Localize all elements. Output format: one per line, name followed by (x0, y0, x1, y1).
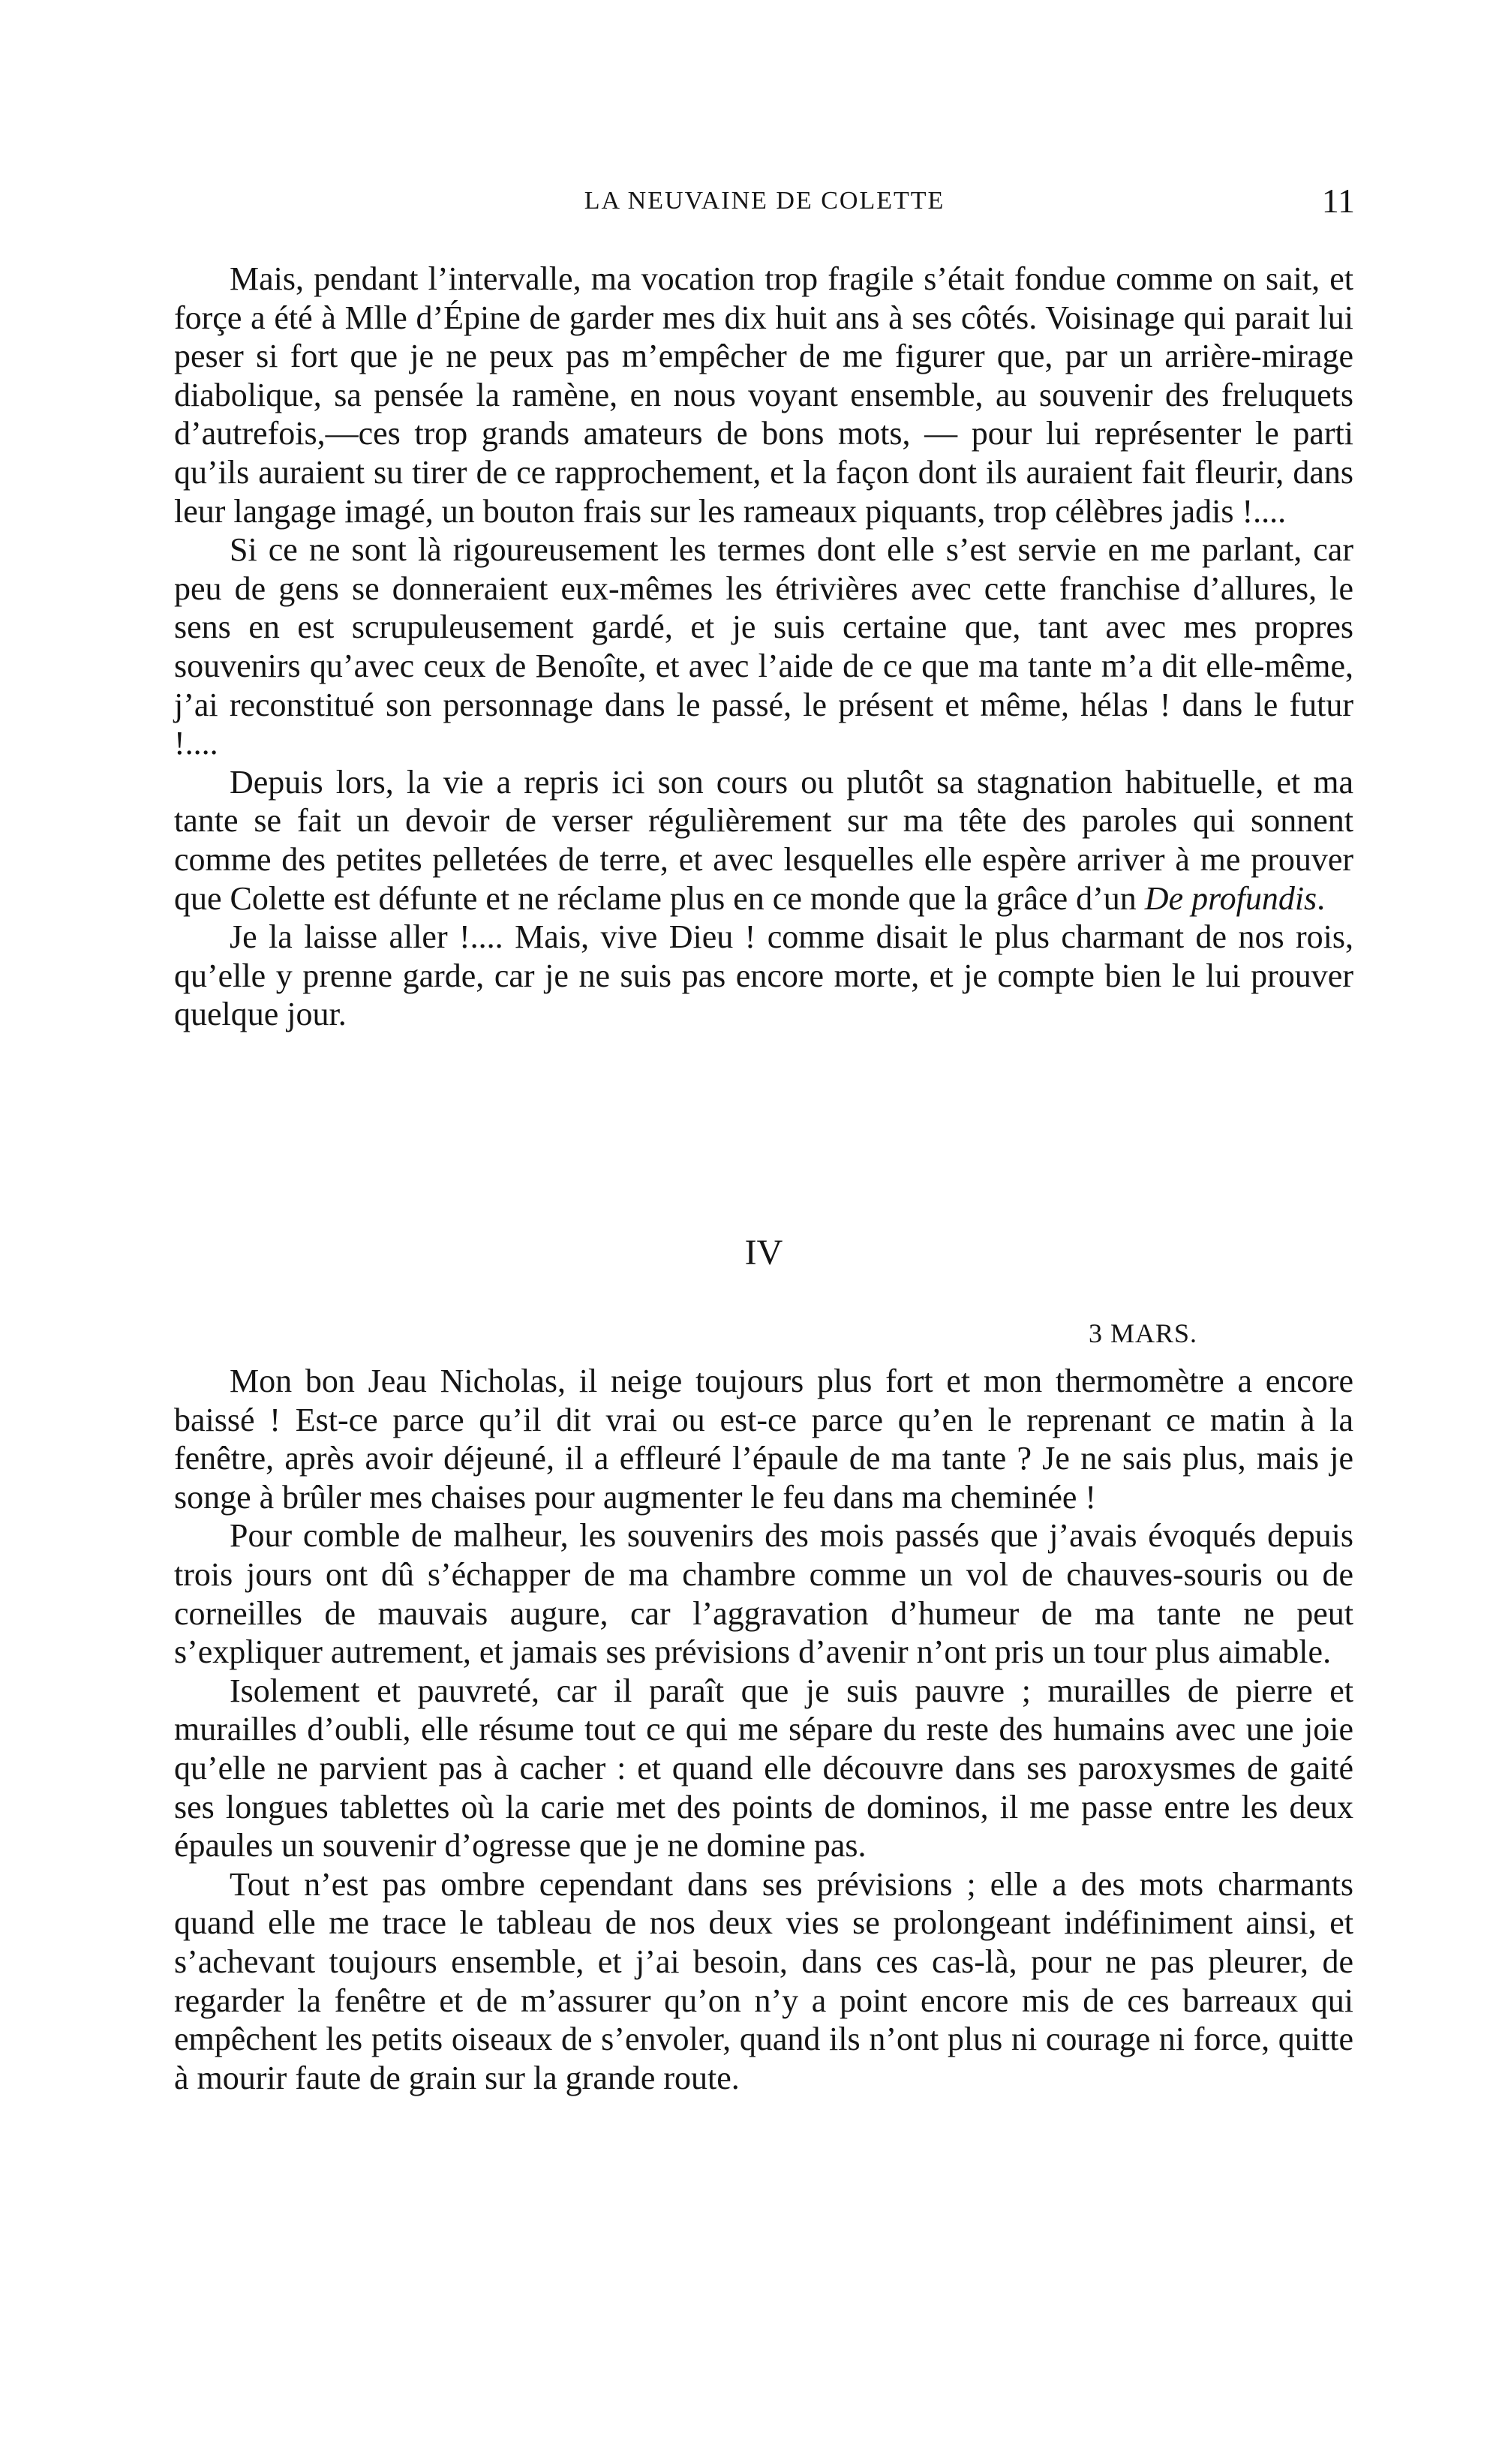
paragraph-text: Depuis lors, la vie a repris ici son cours ou plutôt sa stagnation habituelle, et ma tante se fait un devoir de verser régulièrement sur ma tête des paroles qui sonnent comme des petites pelletées de terre, et avec lesquelles elle espère arriver à me prouver que Colette est défunte et ne réclame plus en ce monde que la grâce d’un (174, 763, 1353, 917)
text-block-section-4 (174, 1362, 1353, 2097)
paragraph-end-punctuation: . (1317, 879, 1326, 917)
paragraph: Si ce ne sont là rigoureusement les termes dont elle s’est servie en me parlant, car peu de gens se donneraient eux-mêmes les étrivières avec cette franchise d’allures, le sens en est scrupuleusement gardé, et je suis certaine que, tant avec mes propres souvenirs qu’avec ceux de Benoîte, et avec l’aide de ce que ma tante m’a dit elle-même, j’ai reconstitué son personnage dans le passé, le présent et même, hélas ! dans le futur !.... (174, 531, 1353, 762)
entry-date: 3 MARS. (1088, 1318, 1197, 1348)
paragraph (174, 763, 1353, 918)
paragraph: Tout n’est pas ombre cependant dans ses prévisions ; elle a des mots charmants quand elle me trace le tableau de nos deux vies se prolongeant indéfiniment ainsi, et s’achevant toujours ensemble, et j’ai besoin, dans ces cas-là, pour ne pas pleurer, de regarder la fenêtre et de m’assurer qu’on n’y a point encore mis de ces barreaux qui empêchent les petits oiseaux de s’envoler, quand ils n’ont plus ni courage ni force, quitte à mourir faute de grain sur la grande route. (174, 1865, 1353, 2096)
italic-phrase: De profundis (1144, 879, 1317, 917)
paragraph: Je la laisse aller !.... Mais, vive Dieu ! comme disait le plus charmant de nos rois, qu’elle y prenne garde, car je ne suis pas encore morte, et je compte bien le lui prouver quelque jour. (174, 918, 1353, 1033)
running-head (174, 179, 1355, 224)
paragraph: Pour comble de malheur, les souvenirs des mois passés que j’avais évoqués depuis trois jours ont dû s’échapper de ma chambre comme un vol de chauves-souris ou de corneilles de mauvais augure, car l’aggravation d’humeur de ma tante ne peut s’expliquer autrement, et jamais ses prévisions d’avenir n’ont pris un tour plus aimable. (174, 1517, 1353, 1671)
text-block-section-3 (174, 260, 1353, 1034)
page-number: 11 (1321, 182, 1355, 220)
section-number: IV (744, 1233, 783, 1273)
running-title: LA NEUVAINE DE COLETTE (584, 187, 945, 215)
paragraph: Isolement et pauvreté, car il paraît que je suis pauvre ; murailles de pierre et murailles d’oubli, elle résume tout ce qui me sépare du reste des humains avec une joie qu’elle ne parvient pas à cacher : et quand elle découvre dans ses paroxysmes de gaité ses longues tablettes où la carie met des points de dominos, il me passe entre les deux épaules un souvenir d’ogresse que je ne domine pas. (174, 1672, 1353, 1865)
paragraph: Mon bon Jeau Nicholas, il neige toujours plus fort et mon thermomètre a encore baissé ! Est-ce parce qu’il dit vrai ou est-ce parce qu’en le reprenant ce matin à la fenêtre, après avoir déjeuné, il a effleuré l’épaule de ma tante ? Je ne sais plus, mais je songe à brûler mes chaises pour augmenter le feu dans ma cheminée ! (174, 1363, 1353, 1516)
paragraph: Mais, pendant l’intervalle, ma vocation trop fragile s’était fondue comme on sait, et forçe a été à Mlle d’Épine de garder mes dix huit ans à ses côtés. Voisinage qui parait lui peser si fort que je ne peux pas m’empêcher de me figurer que, par un arrière-mirage diabolique, sa pensée la ramène, en nous voyant ensemble, au souvenir des freluquets d’autrefois,—ces trop grands amateurs de bons mots, — pour lui représenter le parti qu’ils auraient su tirer de ce rapprochement, et la façon dont ils auraient fait fleurir, dans leur langage imagé, un bouton frais sur les rameaux piquants, trop célèbres jadis !.... (174, 260, 1353, 530)
